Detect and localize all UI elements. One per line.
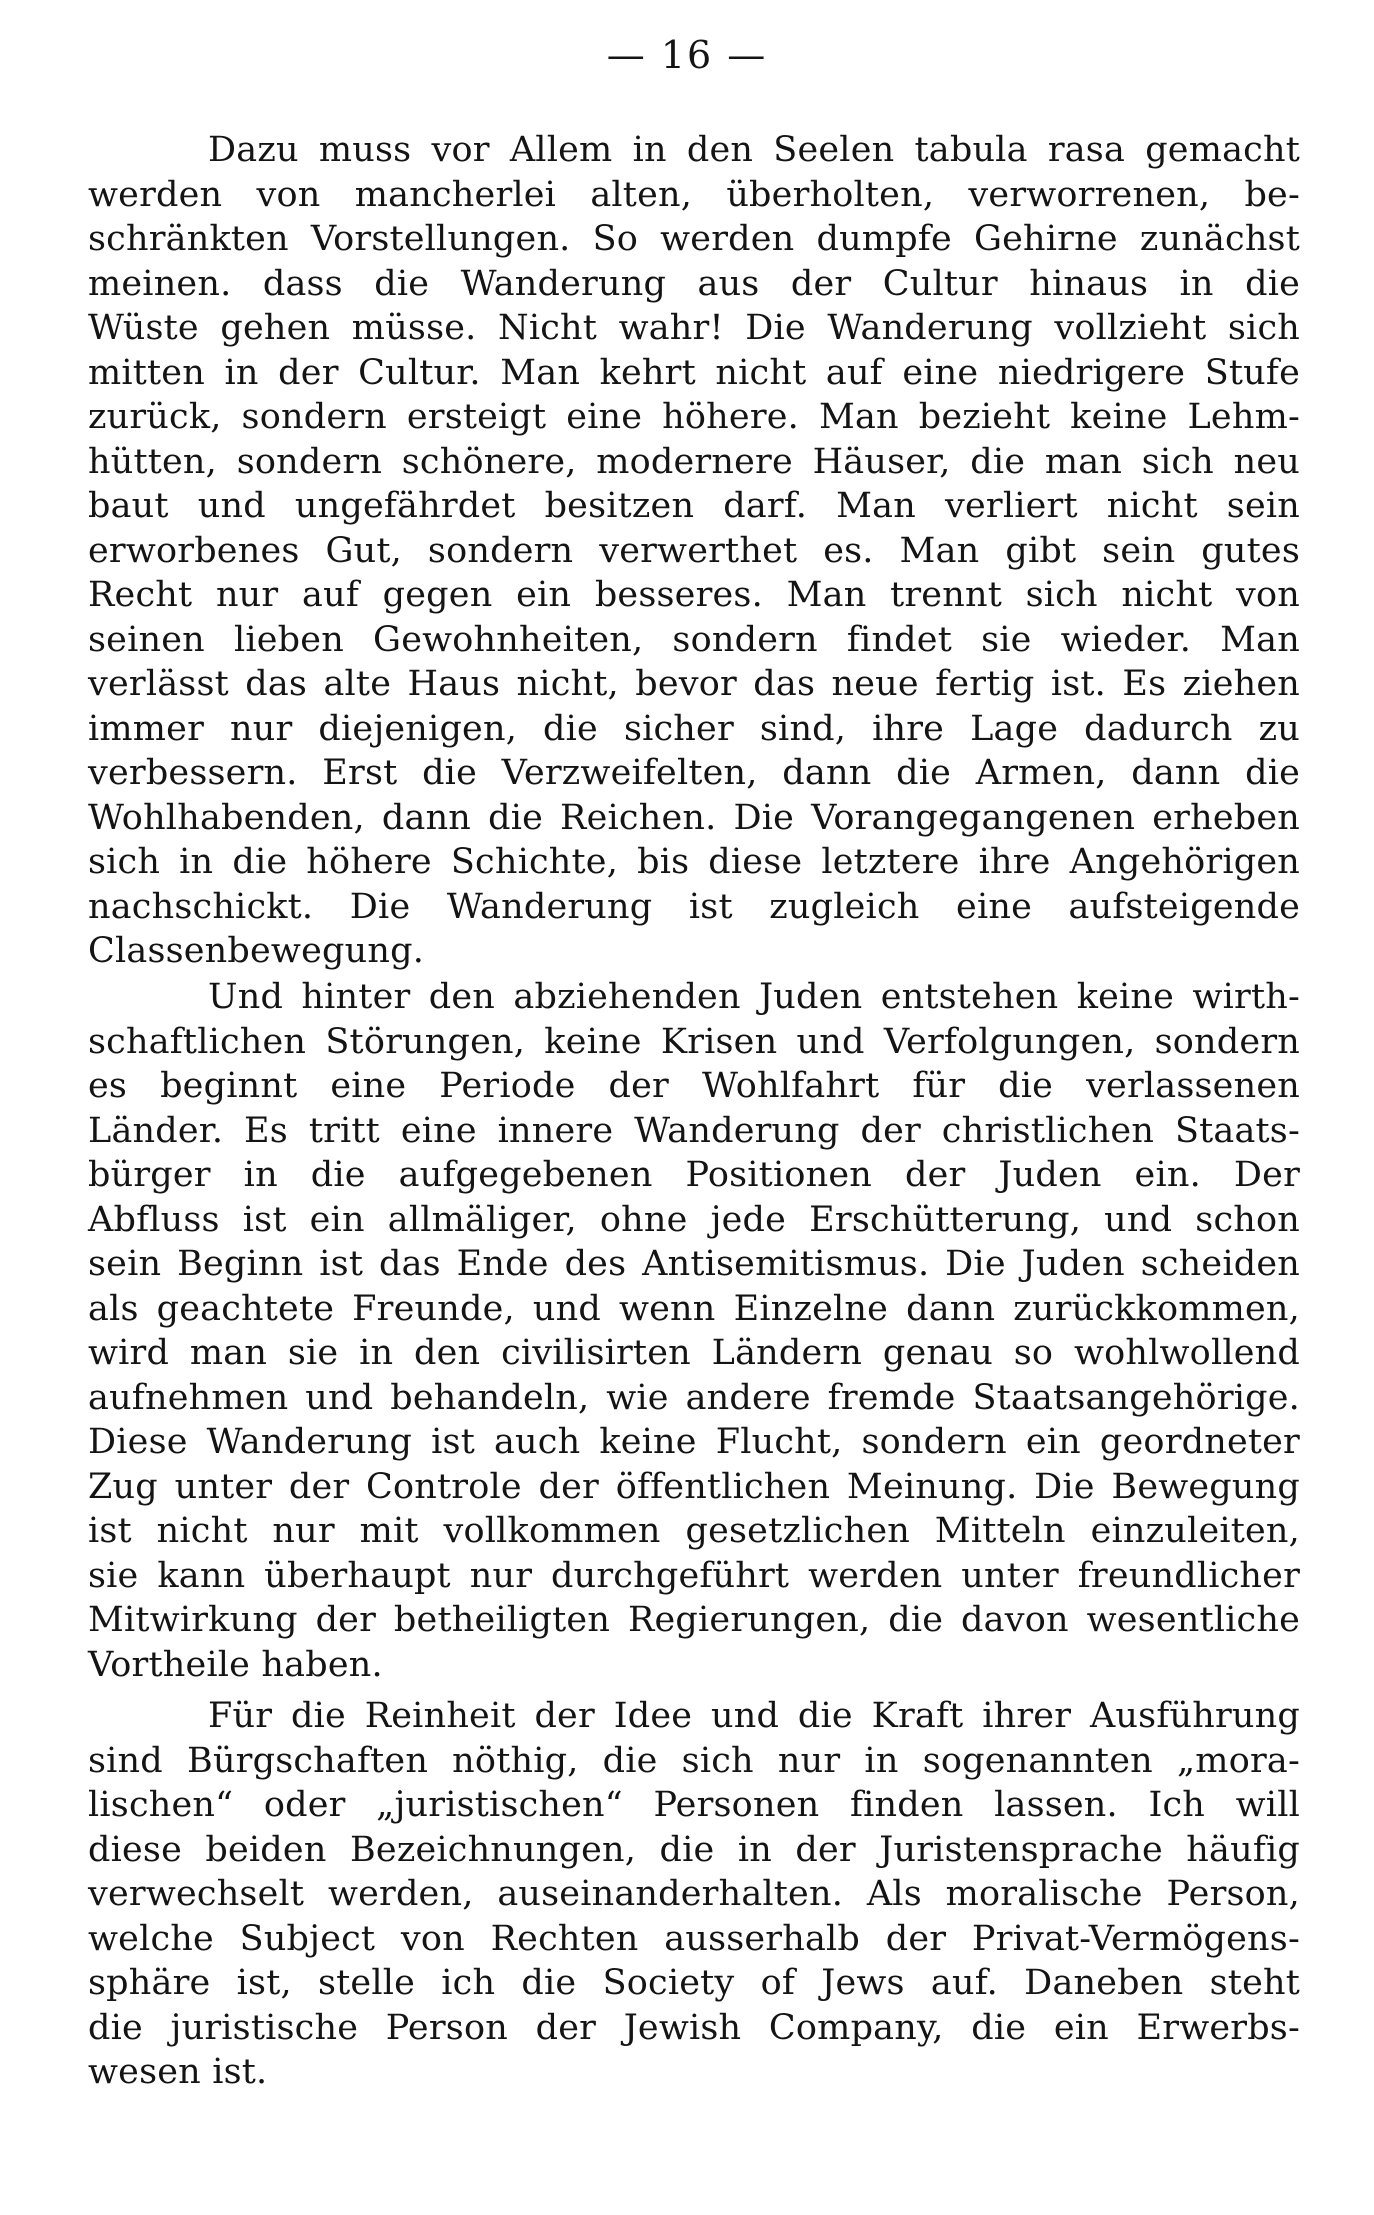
text-line: schaftlichen Störungen, keine Krisen und Verfolgungen, sondern: [88, 1021, 1300, 1062]
text-line: lischen“ oder „juristischen“ Personen finden lassen. Ich will: [88, 1785, 1300, 1825]
paragraph-1: [88, 128, 1300, 974]
page-number: — 16 —: [606, 33, 768, 77]
text-line: Recht nur auf gegen ein besseres. Man trennt sich nicht von: [88, 575, 1300, 615]
text-line: wird man sie in den civilisirten Ländern genau so wohlwollend: [88, 1333, 1300, 1373]
text-line: sie kann überhaupt nur durchgeführt werden unter freundlicher: [88, 1555, 1300, 1596]
text-line: seinen lieben Gewohnheiten, sondern findet sie wieder. Man: [88, 619, 1300, 660]
text-line: es beginnt eine Periode der Wohlfahrt für die verlassenen: [88, 1066, 1300, 1106]
text-line: sind Bürgschaften nöthig, die sich nur in sogenannten „mora-: [88, 1740, 1300, 1781]
text-line: hütten, sondern schönere, modernere Häuser, die man sich neu: [88, 441, 1300, 482]
text-line: sich in die höhere Schichte, bis diese letztere ihre Angehörigen: [88, 842, 1300, 882]
text-line: erworbenes Gut, sondern verwerthet es. Man gibt sein gutes: [88, 530, 1300, 571]
text-line: immer nur diejenigen, die sicher sind, ihre Lage dadurch zu: [88, 708, 1300, 749]
paragraph-2: [88, 975, 1300, 1687]
text-line: Mitwirkung der betheiligten Regierungen, die davon wesentliche: [88, 1600, 1300, 1640]
text-line: verbessern. Erst die Verzweifelten, dann die Armen, dann die: [88, 753, 1300, 793]
text-line: welche Subject von Rechten ausserhalb der Privat-Vermögens-: [88, 1918, 1300, 1959]
text-line: Wüste gehen müsse. Nicht wahr! Die Wanderung vollzieht sich: [88, 308, 1300, 348]
text-line: werden von mancherlei alten, überholten, verworrenen, be-: [88, 174, 1300, 215]
text-line: die juristische Person der Jewish Company, die ein Erwerbs-: [88, 2007, 1300, 2048]
text-line: als geachtete Freunde, und wenn Einzelne dann zurückkommen,: [88, 1288, 1300, 1329]
text-line: Für die Reinheit der Idee und die Kraft ihrer Ausführung: [208, 1696, 1300, 1736]
text-line: sein Beginn ist das Ende des Antisemitismus. Die Juden scheiden: [88, 1244, 1300, 1284]
text-line: Vortheile haben.: [88, 1644, 383, 1685]
text-line: Und hinter den abziehenden Juden entstehen keine wirth-: [208, 977, 1300, 1017]
text-line: Wohlhabenden, dann die Reichen. Die Vorangegangenen erheben: [88, 797, 1300, 838]
text-line: Zug unter der Controle der öffentlichen Meinung. Die Bewegung: [88, 1466, 1300, 1507]
text-line: Diese Wanderung ist auch keine Flucht, sondern ein geordneter: [88, 1422, 1300, 1462]
text-line: ist nicht nur mit vollkommen gesetzlichen Mitteln einzuleiten,: [88, 1511, 1300, 1551]
text-line: wesen ist.: [88, 2052, 268, 2092]
text-line: nachschickt. Die Wanderung ist zugleich eine aufsteigende: [88, 886, 1300, 927]
text-line: sphäre ist, stelle ich die Society of Jews auf. Daneben steht: [88, 1963, 1300, 2003]
text-line: Abfluss ist ein allmäliger, ohne jede Erschütterung, und schon: [88, 1199, 1300, 1240]
text-line: diese beiden Bezeichnungen, die in der Juristensprache häufig: [88, 1829, 1300, 1870]
text-line: aufnehmen und behandeln, wie andere fremde Staatsangehörige.: [88, 1377, 1300, 1418]
text-line: zurück, sondern ersteigt eine höhere. Man bezieht keine Lehm-: [88, 397, 1300, 437]
text-line: verlässt das alte Haus nicht, bevor das neue fertig ist. Es ziehen: [88, 664, 1300, 704]
text-line: baut und ungefährdet besitzen darf. Man verliert nicht sein: [88, 486, 1300, 526]
text-line: verwechselt werden, auseinanderhalten. Als moralische Person,: [88, 1874, 1300, 1914]
text-line: Länder. Es tritt eine innere Wanderung der christlichen Staats-: [88, 1110, 1300, 1151]
text-line: Classenbewegung.: [88, 931, 425, 971]
text-line: schränkten Vorstellungen. So werden dumpfe Gehirne zunächst: [88, 219, 1300, 259]
paragraph-3: [88, 1694, 1300, 2095]
text-line: bürger in die aufgegebenen Positionen der Juden ein. Der: [88, 1155, 1300, 1195]
text-line: Dazu muss vor Allem in den Seelen tabula rasa gemacht: [208, 130, 1300, 170]
text-line: meinen. dass die Wanderung aus der Cultur hinaus in die: [88, 263, 1300, 304]
text-line: mitten in der Cultur. Man kehrt nicht auf eine niedrigere Stufe: [88, 352, 1300, 393]
